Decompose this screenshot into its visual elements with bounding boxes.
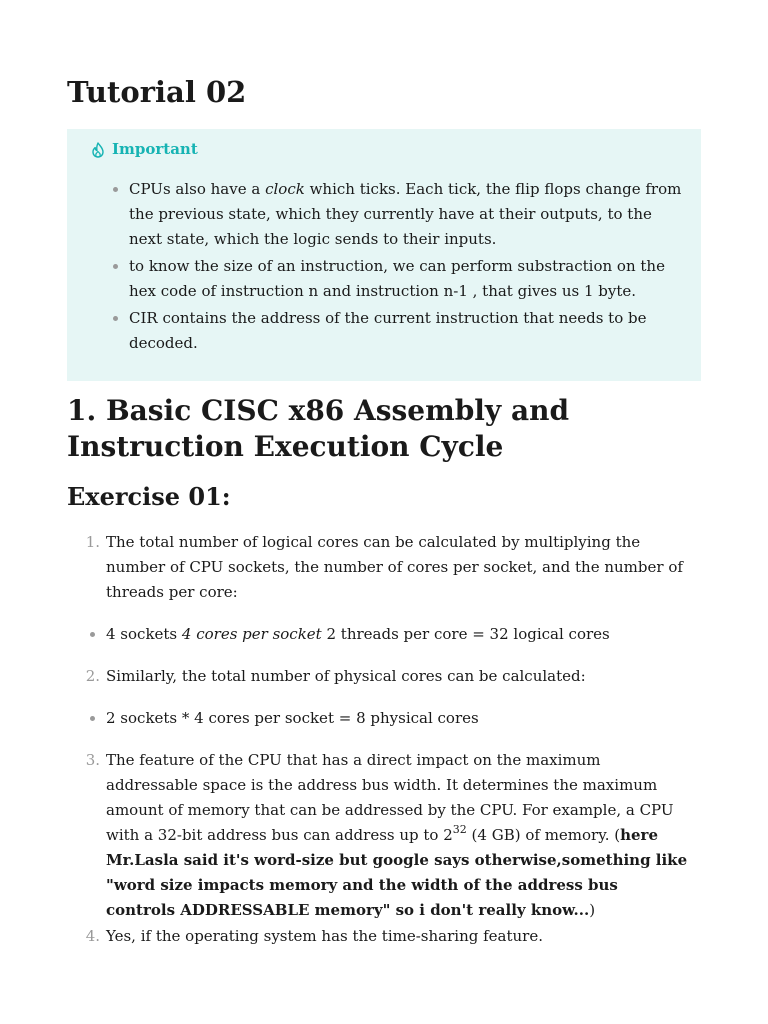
important-callout	[67, 129, 701, 381]
list-number: 2.	[85, 667, 100, 685]
exercise-list	[84, 530, 688, 949]
callout-item: CIR contains the address of the current instruction that needs to be decoded.	[107, 306, 687, 356]
callout-item: CPUs also have a clock which ticks. Each tick, the flip flops change from the previous state, which they currently have at their outputs, to the next state, which the logic sends to their inputs.	[107, 177, 687, 252]
callout-label: Important	[112, 140, 198, 158]
list-item: 4 sockets 4 cores per socket 2 threads per core = 32 logical cores	[84, 622, 688, 647]
flame-icon	[91, 142, 105, 158]
list-item: 4. Yes, if the operating system has the time-sharing feature.	[84, 924, 688, 949]
list-number: 1.	[85, 533, 100, 551]
callout-list	[107, 177, 687, 358]
section-heading: 1. Basic CISC x86 Assembly and Instruction Execution Cycle	[67, 394, 570, 463]
exercise-heading: Exercise 01:	[67, 482, 231, 511]
page-title: Tutorial 02	[67, 75, 247, 109]
list-item: 2. Similarly, the total number of physical cores can be calculated:	[84, 664, 688, 689]
list-number: 3.	[85, 751, 100, 769]
list-item: 1. The total number of logical cores can be calculated by multiplying the number of CPU sockets, the number of cores per socket, and the number of threads per core:	[84, 530, 688, 605]
list-item: 3. The feature of the CPU that has a direct impact on the maximum addressable space is the address bus width. It determines the maximum amount of memory that can be addressed by the CPU. For example, a CPU with a 32-bit address bus can address up to $2^{32}$ (4 GB) of memory. (here Mr.Lasla said it's word-size but google says otherwise,something like "word size impacts memory and the width of the address bus controls ADDRESSABLE memory" so i don't really know...)	[84, 748, 688, 923]
callout-item: to know the size of an instruction, we can perform substraction on the hex code of instruction n and instruction n-1 , that gives us 1 byte.	[107, 254, 687, 304]
list-number: 4.	[85, 927, 100, 945]
callout-header	[91, 138, 198, 160]
list-item: 2 sockets * 4 cores per socket = 8 physical cores	[84, 706, 688, 731]
